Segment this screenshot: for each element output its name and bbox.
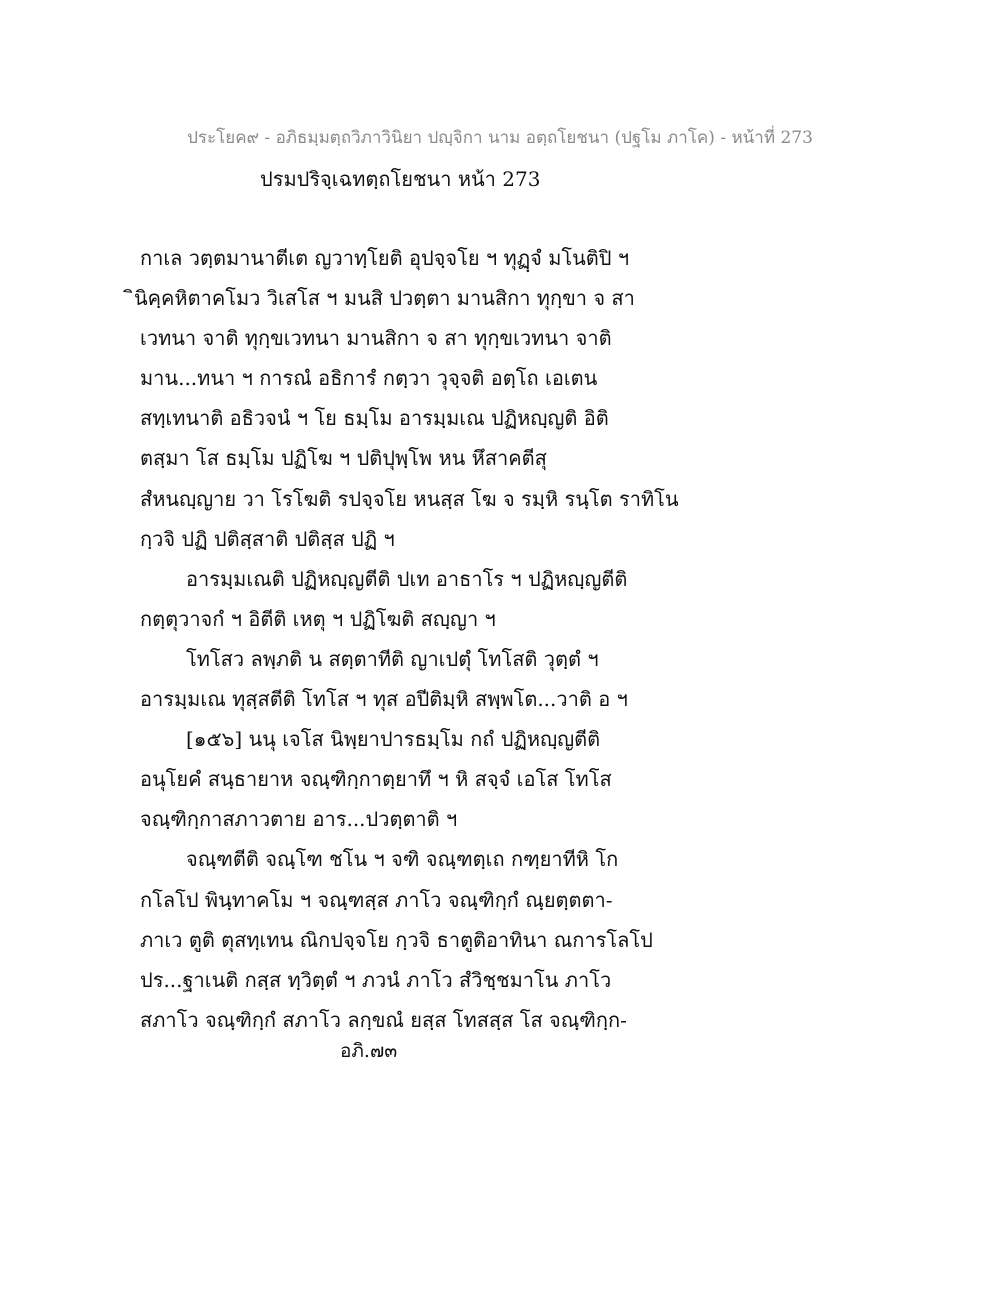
text-line: กาเล วตฺตมานาตีเต ญวาทฺโยติ อุปจฺจโย ฯ ทุฏฺจํ มโนติปิ ฯ	[140, 246, 630, 270]
text-line: อารมฺมเณ ทุสฺสตีติ โทโส ฯ ทุส อปีติมฺหิ สพฺพโต...วาติ อ ฯ	[140, 687, 628, 712]
text-line: สทฺเทนาติ อธิวจนํ ฯ โย ธมฺโม อารมฺมเณ ปฏิหญฺญติ อิติ	[140, 406, 609, 431]
chapter-title: ปรมปริจฺเฉทตฺถโยชนา หน้า 273	[260, 167, 541, 191]
running-header: ประโยค๙ - อภิธมฺมตฺถวิภาวินิยา ปญฺจิกา นาม อตฺถโยชนา (ปฐโม ภาโค) - หน้าที่ 273	[187, 128, 813, 148]
text-line: อารมฺมเณติ ปฏิหญฺญตีติ ปเท อาธาโร ฯ ปฏิหญฺญตีติ	[186, 566, 628, 591]
text-line: ินิคฺคหิตาคโมว วิเสโส ฯ มนสิ ปวตฺตา มานสิกา ทุกฺขา จ สา	[134, 286, 635, 311]
text-line: มาน...ทนา ฯ การณํ อธิการํ กตฺวา วุจฺจติ อตฺโถ เอเตน	[140, 366, 598, 391]
footer-signature: อภิ.๗๓	[340, 1040, 398, 1062]
text-line: กโลโป พินฺทาคโม ฯ จณฺฑสฺส ภาโว จณฺฑิกฺกํ ณฺยตฺตตา-	[140, 887, 613, 912]
text-line: ภาเว ตูติ ตุสทฺเทน ณิกปจฺจโย กฺวจิ ธาตูติอาทินา ณการโลโป	[140, 927, 653, 952]
text-line: สํหนญฺญาย วา โรโฆติ รปจฺจโย หนสฺส โฆ จ รมฺหิ รนฺโต ราทิโน	[140, 486, 679, 511]
text-line: โทโสว ลพฺภติ น สตฺตาทีติ ญาเปตุํ โทโสติ วุตฺตํ ฯ	[186, 646, 599, 671]
text-line: จณฺฑตีติ จณฺโฑ ชโน ฯ จฑิ จณฺฑตฺเถ กฑฺยาทีหิ โก	[186, 847, 619, 872]
text-line: สภาโว จณฺฑิกฺกํ สภาโว ลกฺขณํ ยสฺส โทสสฺส โส จณฺฑิกฺก-	[140, 1007, 627, 1032]
text-line: ปร...ฐาเนติ กสฺส ทฺวิตฺตํ ฯ ภวนํ ภาโว สํวิชฺชมาโน ภาโว	[140, 967, 612, 992]
text-line: เวทนา จาติ ทุกฺขเวทนา มานสิกา จ สา ทุกฺขเวทนา จาติ	[140, 326, 612, 351]
text-line: ตสฺมา โส ธมฺโม ปฏิโฆ ฯ ปติปุพฺโพ หน หึสาคตีสุ	[140, 446, 547, 471]
text-line: กฺวจิ ปฏิ ปติสฺสาติ ปติสฺส ปฏิ ฯ	[140, 526, 395, 551]
text-line: [๑๕๖] นนุ เจโส นิพฺยาปารธมฺโม กถํ ปฏิหญฺญตีติ	[186, 727, 601, 752]
body-text	[134, 238, 700, 1040]
text-line: กตฺตุวาจกํ ฯ อิตีติ เหตุ ฯ ปฏิโฆติ สญฺญา ฯ	[140, 606, 496, 631]
text-line: อนุโยคํ สนฺธายาห จณฺฑิกฺกาตฺยาทึ ฯ หิ สจฺจํ เอโส โทโส	[140, 767, 612, 792]
text-line: จณฺฑิกฺกาสภาวตาย อาร...ปวตฺตาติ ฯ	[140, 807, 458, 832]
